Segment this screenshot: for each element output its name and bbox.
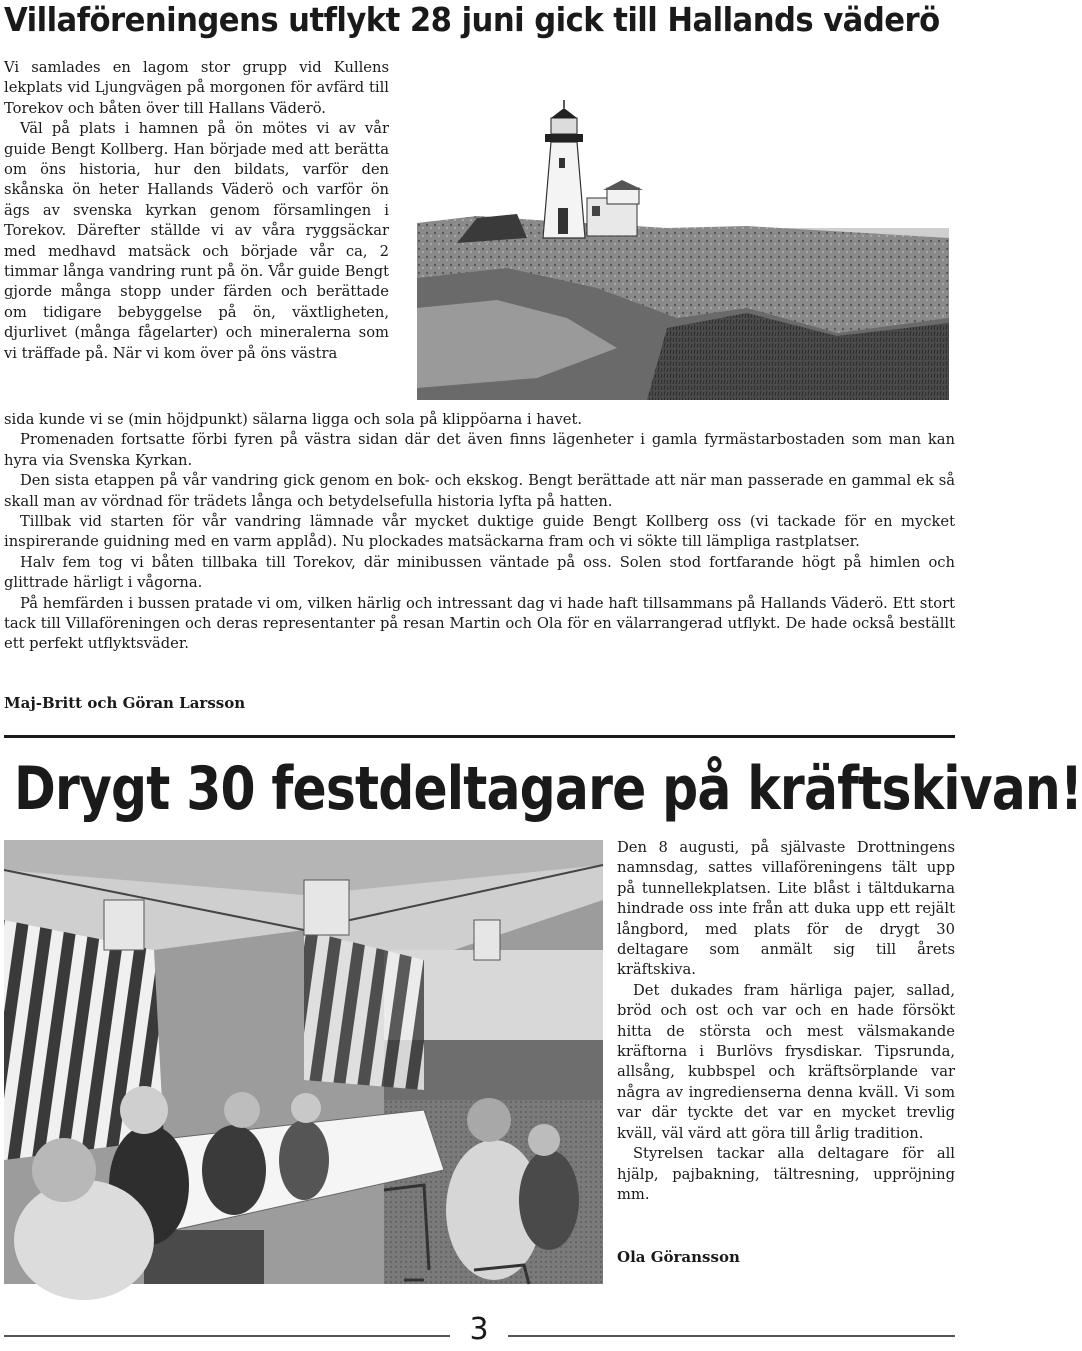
- body-paragraph-4: Tillbak vid starten för vår vandring lämnade vår mycket duktige guide Bengt Kollberg oss (vi tackade för en mycket inspirerande guidning med en varm applåd). Nu plockades matsäckarna fram och vi sökte till lämpliga rastplatser.: [4, 513, 955, 551]
- article-signature: Maj-Britt och Göran Larsson: [4, 694, 246, 712]
- page-number: 3: [469, 1312, 489, 1347]
- article-intro-column: [4, 58, 389, 364]
- lighthouse-photo: [417, 78, 949, 400]
- crayfish-article-signature: Ola Göransson: [617, 1248, 740, 1266]
- article-body: [4, 410, 955, 655]
- crayfish-article-column: [617, 838, 955, 1205]
- body-paragraph-1: sida kunde vi se (min höjdpunkt) sälarna ligga och sola på klippöarna i havet.: [4, 411, 583, 428]
- footer-rule-left: [4, 1335, 450, 1337]
- body-paragraph-5: Halv fem tog vi båten tillbaka till Torekov, där minibussen väntade på oss. Solen stod fortfarande högt på himlen och glittrade härligt i vågorna.: [4, 553, 955, 592]
- crayfish-party-photo: [4, 840, 603, 1284]
- body-paragraph-6: På hemfärden i bussen pratade vi om, vilken härlig och intressant dag vi hade haft tillsammans på Hallands Väderö. Ett stort tack till Villaföreningen och deras representanter på resan Martin och Ola för en välarrangerad utflykt. De hade också beställt ett perfekt utflyktsväder.: [4, 594, 955, 653]
- crayfish-paragraph-3: Styrelsen tackar alla deltagare för all hjälp, pajbakning, tältresning, uppröjning mm.: [617, 1145, 955, 1203]
- intro-paragraph-1: Vi samlades en lagom stor grupp vid Kullens lekplats vid Ljungvägen på morgonen för avfärd till Torekov och båten över till Hallans Väderö.: [4, 59, 389, 117]
- section-divider: [4, 735, 955, 738]
- crayfish-paragraph-1: Den 8 augusti, på självaste Drottningens namnsdag, sattes villaföreningens tält upp på tunnellekplatsen. Lite blåst i tältdukarna hindrade oss inte från att duka upp ett rejält långbord, med plats för de drygt 30 deltagare som anmält sig till årets kräftskiva.: [617, 839, 955, 979]
- footer-rule-right: [508, 1335, 955, 1337]
- body-paragraph-3: Den sista etappen på vår vandring gick genom en bok- och ekskog. Bengt berättade att när man passerade en gammal ek så skall man av vördnad för trädets långa och betydelsefulla historia lyfta på hatten.: [4, 472, 955, 510]
- intro-paragraph-2: Väl på plats i hamnen på ön mötes vi av vår guide Bengt Kollberg. Han började med att berätta om öns historia, hur den bildats, varför den skånska ön heter Hallands Väderö och varför ön ägs av svenska kyrkan genom församlingen i Torekov. Därefter ställde vi av våra ryggsäckar med medhavd matsäck och började vår ca, 2 timmar långa vandring runt på ön. Vår guide Bengt gjorde många stopp under färden och berättade om tidigare bebyggelse på ön, växtligheten, djurlivet (många fågelarter) och mineralerna som vi träffade på. När vi kom över på öns västra: [4, 120, 389, 362]
- crayfish-paragraph-2: Det dukades fram härliga pajer, sallad, bröd och ost och var och en hade försökt hitta de största och mest välsmakande kräftorna i Burlövs frysdiskar. Tipsrunda, allsång, kubbspel och kräftsörplande var några av ingredienserna denna kväll. Vi som var där tyckte det var en mycket trevlig kväll, väl värd att göra till årlig tradition.: [617, 981, 955, 1142]
- article-headline-crayfish-party: Drygt 30 festdeltagare på kräftskivan!: [14, 754, 1082, 824]
- body-paragraph-2: Promenaden fortsatte förbi fyren på västra sidan där det även finns lägenheter i gamla fyrmästarbostaden som man kan hyra via Svenska Kyrkan.: [4, 431, 955, 469]
- article-headline-excursion: Villaföreningens utflykt 28 juni gick till Hallands väderö: [4, 0, 940, 39]
